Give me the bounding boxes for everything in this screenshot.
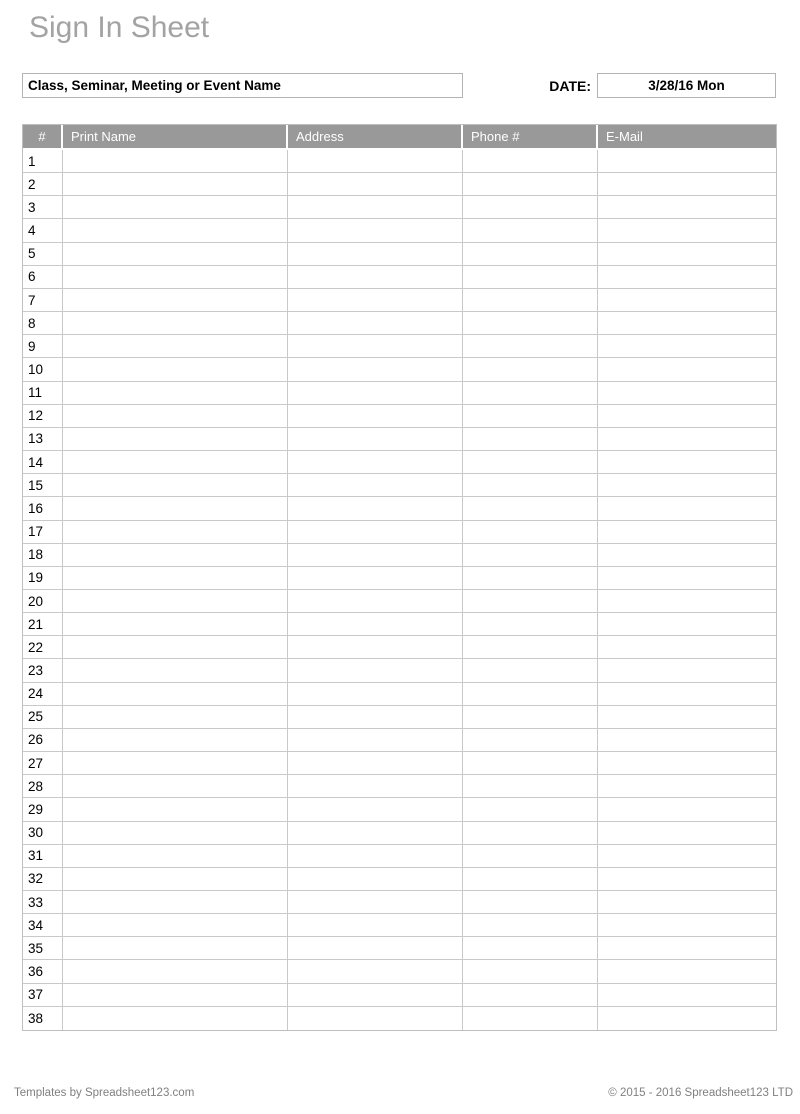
table-row bbox=[23, 729, 776, 752]
empty-email-cell bbox=[598, 683, 776, 706]
table-row bbox=[23, 752, 776, 775]
column-header-number: # bbox=[23, 125, 63, 150]
empty-print-name-cell bbox=[63, 752, 288, 775]
empty-print-name-cell bbox=[63, 196, 288, 219]
empty-print-name-cell bbox=[63, 544, 288, 567]
row-number: 33 bbox=[23, 891, 63, 914]
page-title: Sign In Sheet bbox=[29, 11, 210, 44]
empty-phone-cell bbox=[463, 567, 598, 590]
empty-phone-cell bbox=[463, 497, 598, 520]
empty-phone-cell bbox=[463, 150, 598, 173]
row-number: 3 bbox=[23, 196, 63, 219]
row-number: 4 bbox=[23, 219, 63, 242]
column-header-email: E-Mail bbox=[598, 125, 776, 150]
table-row bbox=[23, 382, 776, 405]
empty-phone-cell bbox=[463, 358, 598, 381]
empty-address-cell bbox=[288, 659, 463, 682]
empty-address-cell bbox=[288, 219, 463, 242]
table-row bbox=[23, 405, 776, 428]
row-number: 30 bbox=[23, 822, 63, 845]
event-name-field bbox=[22, 73, 463, 98]
empty-email-cell bbox=[598, 984, 776, 1007]
empty-phone-cell bbox=[463, 405, 598, 428]
row-number: 16 bbox=[23, 497, 63, 520]
empty-print-name-cell bbox=[63, 798, 288, 821]
table-row bbox=[23, 683, 776, 706]
row-number: 28 bbox=[23, 775, 63, 798]
empty-print-name-cell bbox=[63, 382, 288, 405]
row-number: 2 bbox=[23, 173, 63, 196]
empty-address-cell bbox=[288, 822, 463, 845]
row-number: 25 bbox=[23, 706, 63, 729]
empty-email-cell bbox=[598, 891, 776, 914]
table-body bbox=[23, 150, 776, 1030]
empty-email-cell bbox=[598, 636, 776, 659]
empty-email-cell bbox=[598, 567, 776, 590]
row-number: 29 bbox=[23, 798, 63, 821]
table-row bbox=[23, 289, 776, 312]
empty-email-cell bbox=[598, 914, 776, 937]
table-row bbox=[23, 567, 776, 590]
empty-address-cell bbox=[288, 428, 463, 451]
empty-address-cell bbox=[288, 868, 463, 891]
table-row bbox=[23, 613, 776, 636]
empty-email-cell bbox=[598, 150, 776, 173]
table-row bbox=[23, 775, 776, 798]
empty-phone-cell bbox=[463, 521, 598, 544]
table-row bbox=[23, 150, 776, 173]
empty-phone-cell bbox=[463, 914, 598, 937]
empty-address-cell bbox=[288, 382, 463, 405]
row-number: 38 bbox=[23, 1007, 63, 1030]
row-number: 27 bbox=[23, 752, 63, 775]
empty-phone-cell bbox=[463, 312, 598, 335]
table-header bbox=[23, 125, 776, 150]
empty-email-cell bbox=[598, 428, 776, 451]
column-header-address: Address bbox=[288, 125, 463, 150]
empty-address-cell bbox=[288, 775, 463, 798]
empty-phone-cell bbox=[463, 960, 598, 983]
table-row bbox=[23, 451, 776, 474]
empty-email-cell bbox=[598, 521, 776, 544]
row-number: 17 bbox=[23, 521, 63, 544]
table-row bbox=[23, 335, 776, 358]
empty-print-name-cell bbox=[63, 729, 288, 752]
empty-address-cell bbox=[288, 544, 463, 567]
empty-phone-cell bbox=[463, 706, 598, 729]
row-number: 23 bbox=[23, 659, 63, 682]
empty-phone-cell bbox=[463, 659, 598, 682]
empty-address-cell bbox=[288, 960, 463, 983]
row-number: 20 bbox=[23, 590, 63, 613]
row-number: 19 bbox=[23, 567, 63, 590]
empty-phone-cell bbox=[463, 335, 598, 358]
empty-address-cell bbox=[288, 150, 463, 173]
empty-print-name-cell bbox=[63, 984, 288, 1007]
empty-address-cell bbox=[288, 914, 463, 937]
empty-print-name-cell bbox=[63, 775, 288, 798]
empty-phone-cell bbox=[463, 428, 598, 451]
table-row bbox=[23, 845, 776, 868]
page-footer bbox=[14, 1087, 793, 1099]
empty-phone-cell bbox=[463, 868, 598, 891]
empty-phone-cell bbox=[463, 173, 598, 196]
empty-address-cell bbox=[288, 1007, 463, 1030]
empty-phone-cell bbox=[463, 729, 598, 752]
empty-address-cell bbox=[288, 405, 463, 428]
empty-address-cell bbox=[288, 636, 463, 659]
empty-phone-cell bbox=[463, 243, 598, 266]
row-number: 37 bbox=[23, 984, 63, 1007]
row-number: 22 bbox=[23, 636, 63, 659]
empty-email-cell bbox=[598, 289, 776, 312]
table-row bbox=[23, 984, 776, 1007]
empty-phone-cell bbox=[463, 845, 598, 868]
table-row bbox=[23, 659, 776, 682]
empty-print-name-cell bbox=[63, 613, 288, 636]
empty-email-cell bbox=[598, 798, 776, 821]
empty-phone-cell bbox=[463, 775, 598, 798]
table-row bbox=[23, 196, 776, 219]
empty-print-name-cell bbox=[63, 914, 288, 937]
empty-address-cell bbox=[288, 451, 463, 474]
empty-address-cell bbox=[288, 266, 463, 289]
empty-phone-cell bbox=[463, 266, 598, 289]
empty-print-name-cell bbox=[63, 266, 288, 289]
table-row bbox=[23, 1007, 776, 1030]
empty-phone-cell bbox=[463, 636, 598, 659]
empty-print-name-cell bbox=[63, 937, 288, 960]
empty-email-cell bbox=[598, 937, 776, 960]
empty-email-cell bbox=[598, 544, 776, 567]
empty-address-cell bbox=[288, 729, 463, 752]
empty-address-cell bbox=[288, 798, 463, 821]
empty-email-cell bbox=[598, 659, 776, 682]
empty-print-name-cell bbox=[63, 173, 288, 196]
row-number: 32 bbox=[23, 868, 63, 891]
empty-phone-cell bbox=[463, 984, 598, 1007]
empty-email-cell bbox=[598, 382, 776, 405]
empty-address-cell bbox=[288, 335, 463, 358]
empty-phone-cell bbox=[463, 683, 598, 706]
date-field bbox=[597, 73, 776, 98]
empty-address-cell bbox=[288, 521, 463, 544]
row-number: 9 bbox=[23, 335, 63, 358]
table-row bbox=[23, 243, 776, 266]
empty-phone-cell bbox=[463, 613, 598, 636]
table-row bbox=[23, 219, 776, 242]
empty-print-name-cell bbox=[63, 1007, 288, 1030]
row-number: 34 bbox=[23, 914, 63, 937]
empty-address-cell bbox=[288, 474, 463, 497]
empty-address-cell bbox=[288, 497, 463, 520]
table-row bbox=[23, 173, 776, 196]
empty-email-cell bbox=[598, 173, 776, 196]
empty-print-name-cell bbox=[63, 891, 288, 914]
table-row bbox=[23, 798, 776, 821]
row-number: 1 bbox=[23, 150, 63, 173]
empty-email-cell bbox=[598, 266, 776, 289]
empty-address-cell bbox=[288, 683, 463, 706]
date-value: 3/28/16 Mon bbox=[648, 78, 725, 93]
empty-email-cell bbox=[598, 752, 776, 775]
empty-email-cell bbox=[598, 219, 776, 242]
row-number: 6 bbox=[23, 266, 63, 289]
table-row bbox=[23, 428, 776, 451]
empty-address-cell bbox=[288, 706, 463, 729]
empty-address-cell bbox=[288, 752, 463, 775]
empty-email-cell bbox=[598, 451, 776, 474]
empty-phone-cell bbox=[463, 451, 598, 474]
empty-address-cell bbox=[288, 937, 463, 960]
table-row bbox=[23, 544, 776, 567]
row-number: 21 bbox=[23, 613, 63, 636]
empty-phone-cell bbox=[463, 752, 598, 775]
row-number: 35 bbox=[23, 937, 63, 960]
empty-print-name-cell bbox=[63, 706, 288, 729]
empty-email-cell bbox=[598, 775, 776, 798]
empty-email-cell bbox=[598, 845, 776, 868]
empty-email-cell bbox=[598, 706, 776, 729]
empty-email-cell bbox=[598, 405, 776, 428]
empty-phone-cell bbox=[463, 891, 598, 914]
empty-phone-cell bbox=[463, 474, 598, 497]
row-number: 14 bbox=[23, 451, 63, 474]
empty-address-cell bbox=[288, 289, 463, 312]
row-number: 31 bbox=[23, 845, 63, 868]
table-row bbox=[23, 822, 776, 845]
column-header-phone: Phone # bbox=[463, 125, 598, 150]
table-row bbox=[23, 960, 776, 983]
table-row bbox=[23, 937, 776, 960]
empty-phone-cell bbox=[463, 798, 598, 821]
empty-email-cell bbox=[598, 474, 776, 497]
table-row bbox=[23, 636, 776, 659]
empty-print-name-cell bbox=[63, 590, 288, 613]
empty-address-cell bbox=[288, 173, 463, 196]
empty-print-name-cell bbox=[63, 845, 288, 868]
empty-address-cell bbox=[288, 312, 463, 335]
sign-in-table bbox=[22, 124, 777, 1031]
table-row bbox=[23, 706, 776, 729]
empty-phone-cell bbox=[463, 196, 598, 219]
empty-phone-cell bbox=[463, 544, 598, 567]
empty-print-name-cell bbox=[63, 474, 288, 497]
empty-print-name-cell bbox=[63, 521, 288, 544]
empty-address-cell bbox=[288, 196, 463, 219]
footer-credit: Templates by Spreadsheet123.com bbox=[14, 1087, 195, 1099]
empty-print-name-cell bbox=[63, 428, 288, 451]
empty-email-cell bbox=[598, 1007, 776, 1030]
empty-print-name-cell bbox=[63, 150, 288, 173]
row-number: 5 bbox=[23, 243, 63, 266]
footer-copyright: © 2015 - 2016 Spreadsheet123 LTD bbox=[608, 1087, 793, 1099]
empty-print-name-cell bbox=[63, 659, 288, 682]
empty-email-cell bbox=[598, 960, 776, 983]
empty-phone-cell bbox=[463, 1007, 598, 1030]
table-row bbox=[23, 914, 776, 937]
empty-address-cell bbox=[288, 613, 463, 636]
table-row bbox=[23, 312, 776, 335]
empty-email-cell bbox=[598, 613, 776, 636]
empty-email-cell bbox=[598, 196, 776, 219]
row-number: 7 bbox=[23, 289, 63, 312]
empty-email-cell bbox=[598, 335, 776, 358]
empty-print-name-cell bbox=[63, 312, 288, 335]
row-number: 12 bbox=[23, 405, 63, 428]
empty-print-name-cell bbox=[63, 243, 288, 266]
column-header-print-name: Print Name bbox=[63, 125, 288, 150]
empty-print-name-cell bbox=[63, 822, 288, 845]
empty-email-cell bbox=[598, 497, 776, 520]
row-number: 24 bbox=[23, 683, 63, 706]
empty-address-cell bbox=[288, 845, 463, 868]
header-row bbox=[23, 125, 776, 150]
empty-phone-cell bbox=[463, 590, 598, 613]
row-number: 8 bbox=[23, 312, 63, 335]
empty-email-cell bbox=[598, 868, 776, 891]
row-number: 15 bbox=[23, 474, 63, 497]
empty-print-name-cell bbox=[63, 960, 288, 983]
empty-print-name-cell bbox=[63, 219, 288, 242]
row-number: 10 bbox=[23, 358, 63, 381]
empty-print-name-cell bbox=[63, 868, 288, 891]
event-name-text: Class, Seminar, Meeting or Event Name bbox=[28, 78, 281, 93]
empty-print-name-cell bbox=[63, 497, 288, 520]
table-row bbox=[23, 521, 776, 544]
empty-address-cell bbox=[288, 891, 463, 914]
empty-phone-cell bbox=[463, 289, 598, 312]
empty-print-name-cell bbox=[63, 289, 288, 312]
empty-email-cell bbox=[598, 243, 776, 266]
table-row bbox=[23, 474, 776, 497]
empty-print-name-cell bbox=[63, 335, 288, 358]
empty-phone-cell bbox=[463, 382, 598, 405]
row-number: 11 bbox=[23, 382, 63, 405]
empty-phone-cell bbox=[463, 822, 598, 845]
empty-print-name-cell bbox=[63, 683, 288, 706]
empty-address-cell bbox=[288, 567, 463, 590]
empty-phone-cell bbox=[463, 219, 598, 242]
empty-address-cell bbox=[288, 590, 463, 613]
row-number: 36 bbox=[23, 960, 63, 983]
empty-email-cell bbox=[598, 358, 776, 381]
row-number: 13 bbox=[23, 428, 63, 451]
empty-address-cell bbox=[288, 984, 463, 1007]
empty-print-name-cell bbox=[63, 358, 288, 381]
row-number: 26 bbox=[23, 729, 63, 752]
empty-address-cell bbox=[288, 243, 463, 266]
date-label: DATE: bbox=[549, 77, 591, 94]
empty-phone-cell bbox=[463, 937, 598, 960]
table-row bbox=[23, 358, 776, 381]
table-row bbox=[23, 266, 776, 289]
empty-email-cell bbox=[598, 312, 776, 335]
empty-print-name-cell bbox=[63, 451, 288, 474]
empty-address-cell bbox=[288, 358, 463, 381]
table-row bbox=[23, 497, 776, 520]
empty-print-name-cell bbox=[63, 636, 288, 659]
table-row bbox=[23, 868, 776, 891]
table-row bbox=[23, 590, 776, 613]
table-row bbox=[23, 891, 776, 914]
row-number: 18 bbox=[23, 544, 63, 567]
empty-email-cell bbox=[598, 729, 776, 752]
empty-print-name-cell bbox=[63, 405, 288, 428]
empty-email-cell bbox=[598, 822, 776, 845]
empty-email-cell bbox=[598, 590, 776, 613]
empty-print-name-cell bbox=[63, 567, 288, 590]
